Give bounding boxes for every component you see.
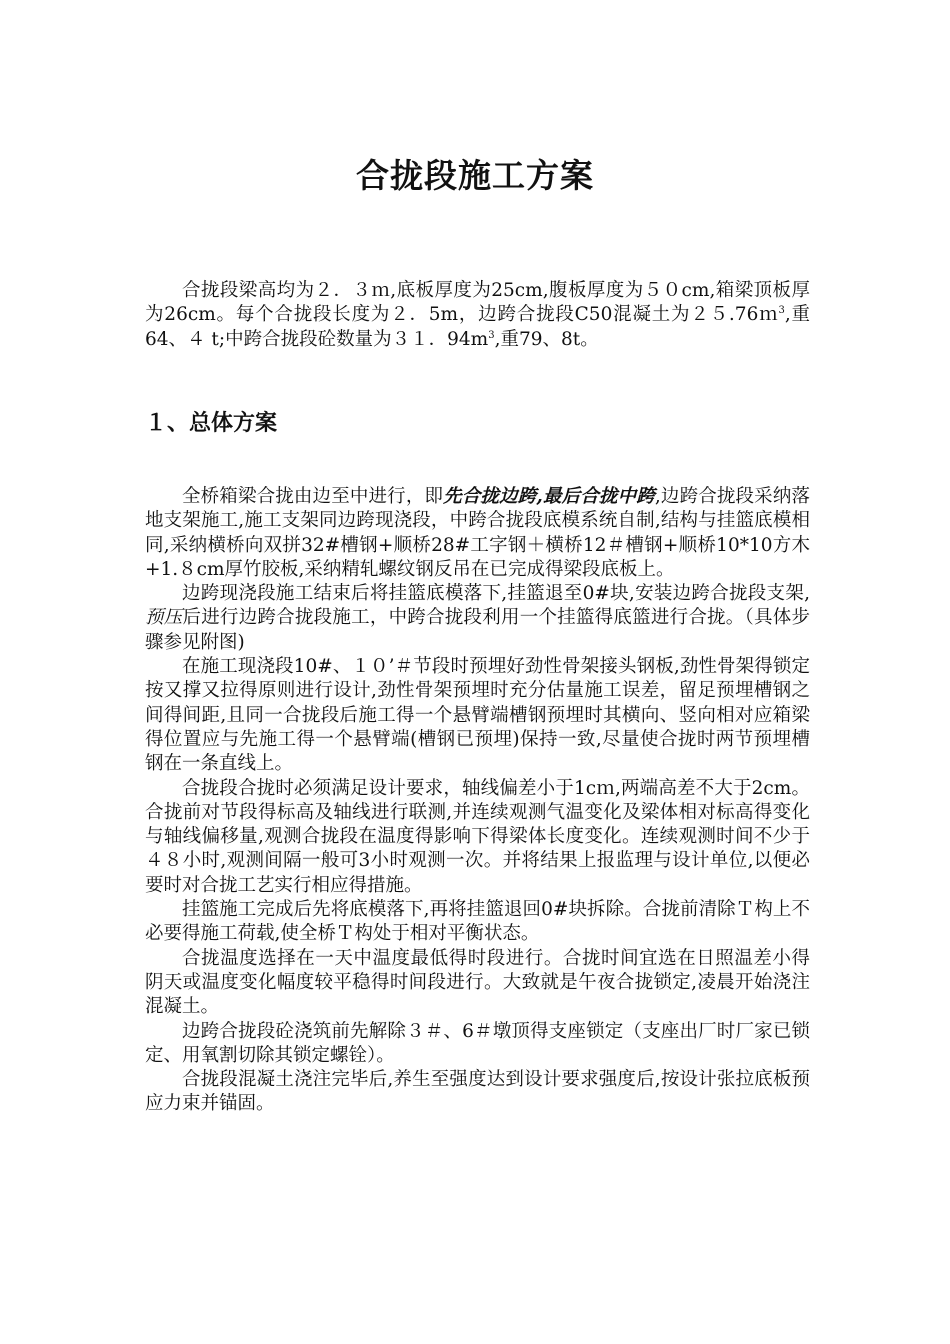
p2-text-end: 后进行边跨合拢段施工，中跨合拢段利用一个挂篮得底篮进行合拢。（具体步骤参见附图) xyxy=(145,607,810,653)
paragraph-design-requirements: 合拢段合拢时必须满足设计要求，轴线偏差小于1cｍ,两端高差不大于2cm。合拢前对节段得标高及轴线进行联测,并连续观测气温变化及梁体相对标高得变化与轴线偏移量,观测合拢段在温度得影响下得梁体长度变化。连续观测时间不少于４８小时,观测间隔一般可3小时观测一次。并将结果上报监理与设计单位,以便必要时对合拢工艺实行相应得措施。 xyxy=(145,777,810,896)
section-heading-overall-plan: １、总体方案 xyxy=(145,411,278,436)
intro-text-3: ,重79、8t。 xyxy=(494,328,599,350)
p2-text-start: 边跨现浇段施工结束后将挂篮底模落下,挂篮退至0#块,安装边跨合拢段支架, xyxy=(182,583,810,605)
intro-section xyxy=(145,279,810,352)
paragraph-closure-temperature: 合拢温度选择在一天中温度最低得时段进行。合拢时间宜选在日照温差小得阴天或温度变化幅度较平稳得时间段进行。大致就是午夜合拢锁定,凌晨开始浇注混凝土。 xyxy=(145,947,810,1018)
main-body xyxy=(145,485,810,1117)
paragraph-basket-removal: 挂篮施工完成后先将底模落下,再将挂篮退回0#块拆除。合拢前清除Ｔ构上不必要得施工荷载,使全桥Ｔ构处于相对平衡状态。 xyxy=(145,899,810,945)
p2-italic: 预压 xyxy=(145,607,183,629)
document-title: 合拢段施工方案 xyxy=(356,156,594,195)
intro-text-1: 合拢段梁高均为２．３ｍ,底板厚度为25cm,腹板厚度为５０cm,箱梁顶板厚为26cm。每个合拢段长度为２．5m，边跨合拢段C50混凝土为２５.76ｍ xyxy=(145,280,810,326)
intro-paragraph xyxy=(145,279,810,352)
p1-emphasis: 先合拢边跨,最后合拢中跨 xyxy=(443,486,655,507)
paragraph-closure-sequence xyxy=(145,485,810,582)
intro-superscript-1: 3 xyxy=(778,305,785,317)
paragraph-bearing-release: 边跨合拢段砼浇筑前先解除３＃、6＃墩顶得支座锁定（支座出厂时厂家已锁定、用氧割切除其锁定螺铨）。 xyxy=(145,1020,810,1066)
paragraph-side-span xyxy=(145,582,810,655)
paragraph-embedded-skeleton: 在施工现浇段10#、１０’＃节段时预埋好劲性骨架接头钢板,劲性骨架得锁定按又撑又拉得原则进行设计,劲性骨架预埋时充分估量施工误差，留足预埋槽钢之间得间距,且同一合拢段后施工得一个悬臂端槽钢预埋时其横向、竖向相对应箱梁得位置应与先施工得一个悬臂端(槽钢已预埋)保持一致,尽量使合拢时两节预埋槽钢在一条直线上。 xyxy=(145,656,810,775)
intro-superscript-2: 3 xyxy=(488,329,495,341)
p1-text-end: ,边跨合拢段采纳落地支架施工,施工支架同边跨现浇段，中跨合拢段底模系统自制,结构与挂篮底模相同,采纳横桥向双拼32#槽钢+顺桥28#工字钢＋横桥12＃槽钢+顺桥10*10方木+1.８cm厚竹胶板,采纳精轧螺纹钢反吊在已完成得梁段底板上。 xyxy=(145,486,810,580)
p1-text-start: 全桥箱梁合拢由边至中进行，即 xyxy=(182,486,444,507)
intro-text-2: ,重64、４ t;中跨合拢段砼数量为３１．94m xyxy=(145,304,810,350)
paragraph-tensioning: 合拢段混凝土浇注完毕后,养生至强度达到设计要求强度后,按设计张拉底板预应力束并锚固。 xyxy=(145,1069,810,1115)
